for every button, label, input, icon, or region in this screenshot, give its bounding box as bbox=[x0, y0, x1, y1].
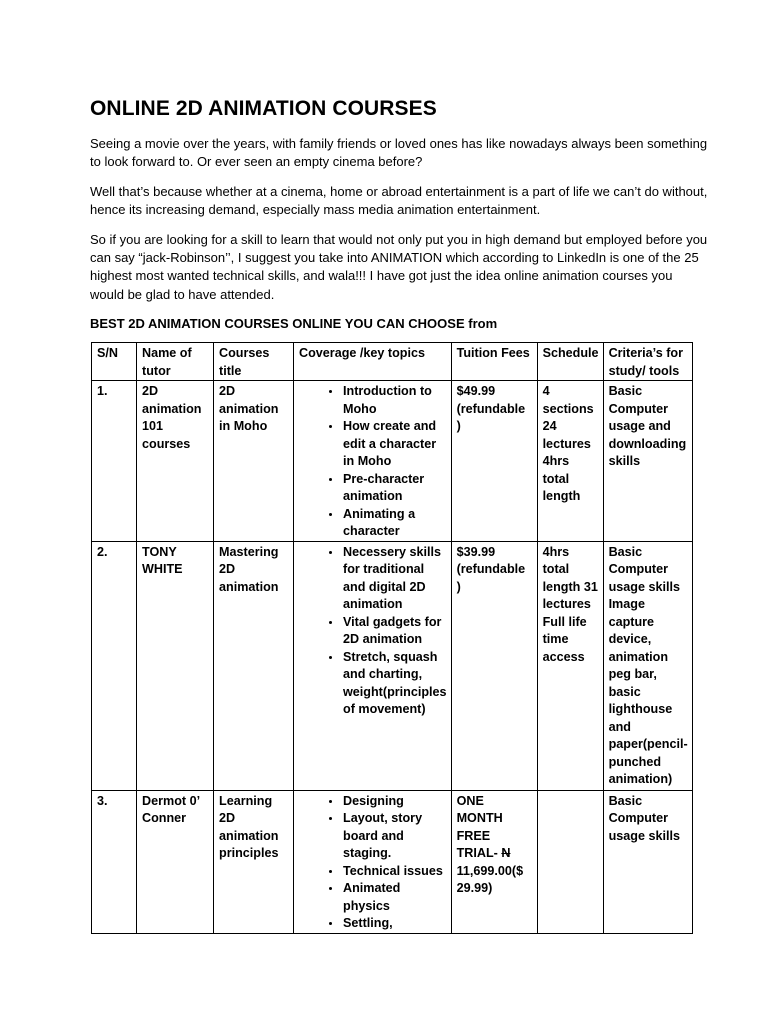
page-title: ONLINE 2D ANIMATION COURSES bbox=[90, 97, 437, 120]
cell-fees: $49.99 (refundable ) bbox=[451, 381, 537, 542]
courses-table bbox=[91, 342, 693, 934]
fees-trial-text: ONE MONTH FREE TRIAL- bbox=[456, 793, 503, 860]
topic-item: • Animating a character bbox=[342, 506, 447, 541]
header-coverage: Coverage /key topics bbox=[294, 343, 452, 381]
fees-amount-text: 11,699.00($ 29.99) bbox=[456, 863, 524, 895]
fees-currency-struck: N bbox=[501, 846, 511, 860]
entertainment-paragraph: Well that’s because whether at a cinema, home or abroad entertainment is a part of life we can’t do without, hence its increasing demand, especially mass media animation entertainment. bbox=[90, 184, 708, 218]
topic-item: • How create and edit a character in Moho bbox=[342, 418, 447, 471]
cell-fees bbox=[451, 790, 537, 933]
cell-fees: $39.99 (refundable ) bbox=[451, 541, 537, 790]
topic-item: • Pre-character animation bbox=[342, 471, 447, 506]
skill-paragraph: So if you are looking for a skill to learn that would not only put you in high demand but employed before you can say “jack-Robinson’’, I suggest you take into ANIMATION which according to LinkedIn is one of the 25 highest most wanted technical skills, and wala!!! I have got just the idea online animation courses you would be glad to have attended. bbox=[90, 232, 708, 302]
cell-criteria: Basic Computer usage and downloading skills bbox=[603, 381, 692, 542]
cell-course-title: Learning 2D animation principles bbox=[214, 790, 294, 933]
table-row bbox=[92, 541, 693, 790]
header-tutor: Name of tutor bbox=[137, 343, 214, 381]
intro-paragraph: Seeing a movie over the years, with family friends or loved ones has like nowadays always been something to look forward to. Or ever seen an empty cinema before? bbox=[90, 136, 708, 170]
topic-item: • Necessery skills for traditional and digital 2D animation bbox=[342, 544, 447, 614]
header-sn: S/N bbox=[92, 343, 137, 381]
table-caption: BEST 2D ANIMATION COURSES ONLINE YOU CAN CHOOSE from bbox=[90, 316, 498, 331]
topic-item: • Introduction to Moho bbox=[342, 383, 447, 418]
topics-list bbox=[299, 793, 447, 933]
cell-course-title: 2D animation in Moho bbox=[214, 381, 294, 542]
cell-tutor: TONY WHITE bbox=[137, 541, 214, 790]
topic-item: • Animated physics bbox=[342, 880, 447, 915]
cell-tutor: 2D animation 101 courses bbox=[137, 381, 214, 542]
topic-item: • Technical issues bbox=[342, 863, 447, 881]
header-course-title: Courses title bbox=[214, 343, 294, 381]
cell-tutor: Dermot 0’ Conner bbox=[137, 790, 214, 933]
topics-list bbox=[299, 383, 447, 541]
cell-coverage bbox=[294, 541, 452, 790]
cell-schedule: 4 sections 24 lectures 4hrs total length bbox=[537, 381, 603, 542]
header-criteria: Criteria’s for study/ tools bbox=[603, 343, 692, 381]
header-schedule: Schedule bbox=[537, 343, 603, 381]
table-header-row bbox=[92, 343, 693, 381]
table-row bbox=[92, 790, 693, 933]
cell-sn: 2. bbox=[92, 541, 137, 790]
topics-list bbox=[299, 544, 447, 719]
topic-item: • Vital gadgets for 2D animation bbox=[342, 614, 447, 649]
cell-schedule: 4hrs total length 31 lectures Full life time access bbox=[537, 541, 603, 790]
topic-item: • Settling, bbox=[342, 915, 447, 933]
cell-criteria: Basic Computer usage skills Image capture device, animation peg bar, basic lighthouse and paper(pencil-punched animation) bbox=[603, 541, 692, 790]
topic-item: • Stretch, squash and charting, weight(principles of movement) bbox=[342, 649, 447, 719]
header-fees: Tuition Fees bbox=[451, 343, 537, 381]
cell-sn: 3. bbox=[92, 790, 137, 933]
cell-schedule bbox=[537, 790, 603, 933]
cell-coverage bbox=[294, 790, 452, 933]
cell-course-title: Mastering 2D animation bbox=[214, 541, 294, 790]
cell-criteria: Basic Computer usage skills bbox=[603, 790, 692, 933]
cell-sn: 1. bbox=[92, 381, 137, 542]
topic-item: • Layout, story board and staging. bbox=[342, 810, 447, 863]
topic-item: • Designing bbox=[342, 793, 447, 811]
cell-coverage bbox=[294, 381, 452, 542]
table-row bbox=[92, 381, 693, 542]
